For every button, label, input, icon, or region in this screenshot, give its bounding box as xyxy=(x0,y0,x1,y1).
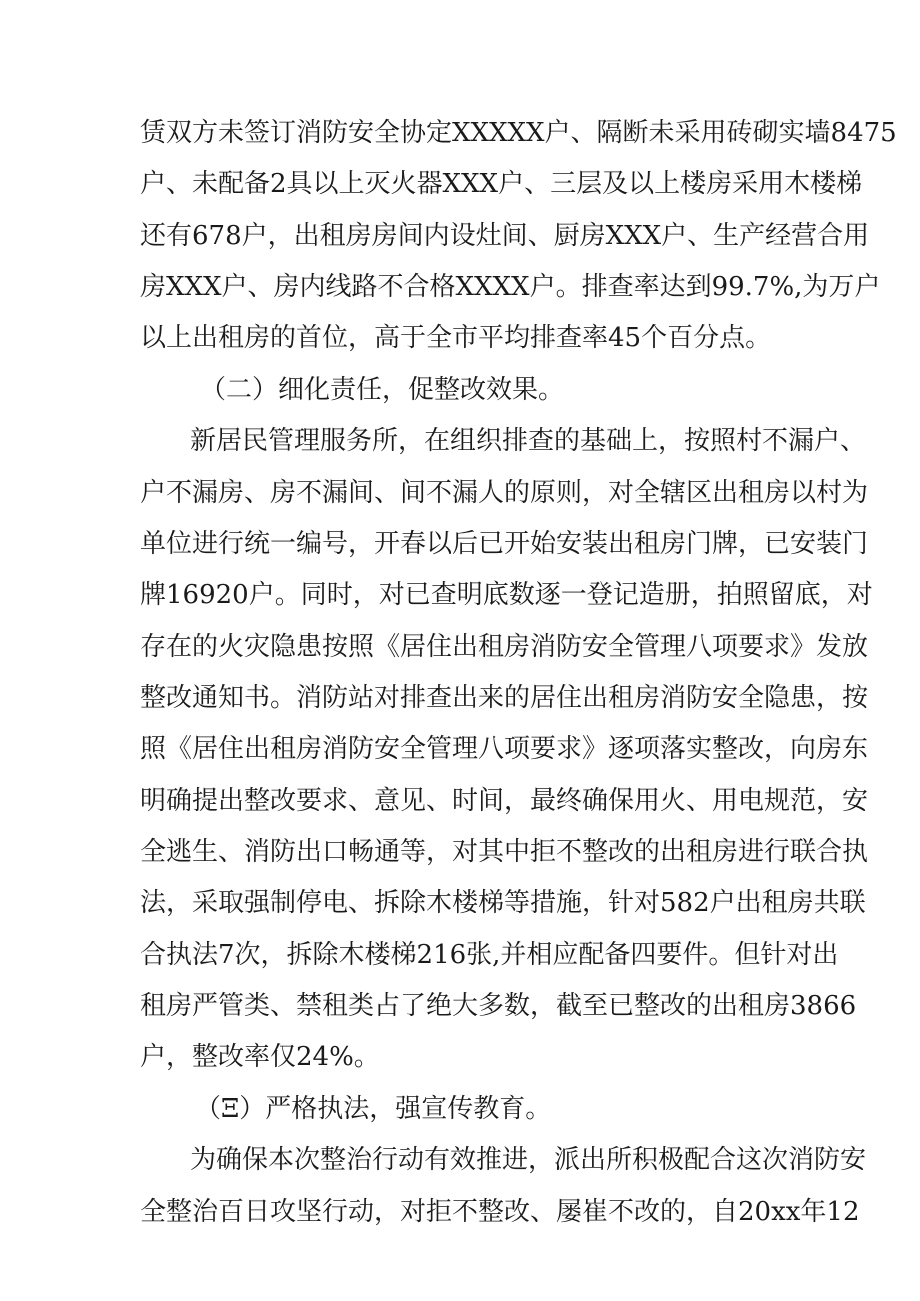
paragraph-line-16: 法，采取强制停电、拆除木楼梯等措施，针对582户出租房共联 xyxy=(140,888,866,918)
paragraph-line-12: 整改通知书。消防站对排查出来的居住出租房消防安全隐患，按 xyxy=(140,683,869,713)
paragraph-line-19: 户，整改率仅24%。 xyxy=(140,1042,380,1072)
paragraph-line-10: 牌16920户。同时，对已查明底数逐一登记造册，拍照留底，对 xyxy=(140,580,873,610)
paragraph-line-21: 为确保本次整治行动有效推进，派出所积极配合这次消防安 xyxy=(190,1145,867,1175)
paragraph-line-14: 明确提出整改要求、意见、时间，最终确保用火、用电规范，安 xyxy=(140,786,869,816)
paragraph-line-13: 照《居住出租房消防安全管理八项要求》逐项落实整改，向房东 xyxy=(140,734,869,764)
section-heading-2: （二）细化责任，促整改效果。 xyxy=(200,375,565,405)
paragraph-line-11: 存在的火灾隐患按照《居住出租房消防安全管理八项要求》发放 xyxy=(140,632,869,662)
paragraph-line-8: 户不漏房、房不漏间、间不漏人的原则，对全辖区出租房以村为 xyxy=(140,478,869,508)
paragraph-line-18: 租房严管类、禁租类占了绝大多数，截至已整改的出租房3866 xyxy=(140,991,857,1021)
paragraph-line-15: 全逃生、消防出口畅通等，对其中拒不整改的出租房进行联合执 xyxy=(140,837,869,867)
paragraph-line-22: 全整治百日攻坚行动，对拒不整改、屡崔不改的，自20xx年12 xyxy=(140,1197,860,1227)
paragraph-line-4: 房XXX户、房内线路不合格XXXX户。排查率达到99.7%,为万户 xyxy=(140,272,881,302)
section-heading-3: （Ξ）严格执法，强宣传教育。 xyxy=(195,1094,552,1124)
paragraph-line-1: 赁双方未签订消防安全协定XXXXX户、隔断未采用砖砌实墙8475 xyxy=(140,118,897,148)
paragraph-line-3: 还有678户，出租房房间内设灶间、厨房XXX户、生产经营合用 xyxy=(140,221,870,251)
paragraph-line-5: 以上出租房的首位，高于全市平均排查率45个百分点。 xyxy=(140,323,772,353)
paragraph-line-9: 单位进行统一编号，开春以后已开始安装出租房门牌，已安装门 xyxy=(140,529,869,559)
paragraph-line-7: 新居民管理服务所，在组织排查的基础上，按照村不漏户、 xyxy=(190,426,867,456)
paragraph-line-17: 合执法7次，拆除木楼梯216张,并相应配备四要件。但针对出 xyxy=(140,940,839,970)
paragraph-line-2: 户、未配备2具以上灭火器XXX户、三层及以上楼房采用木楼梯 xyxy=(140,169,863,199)
